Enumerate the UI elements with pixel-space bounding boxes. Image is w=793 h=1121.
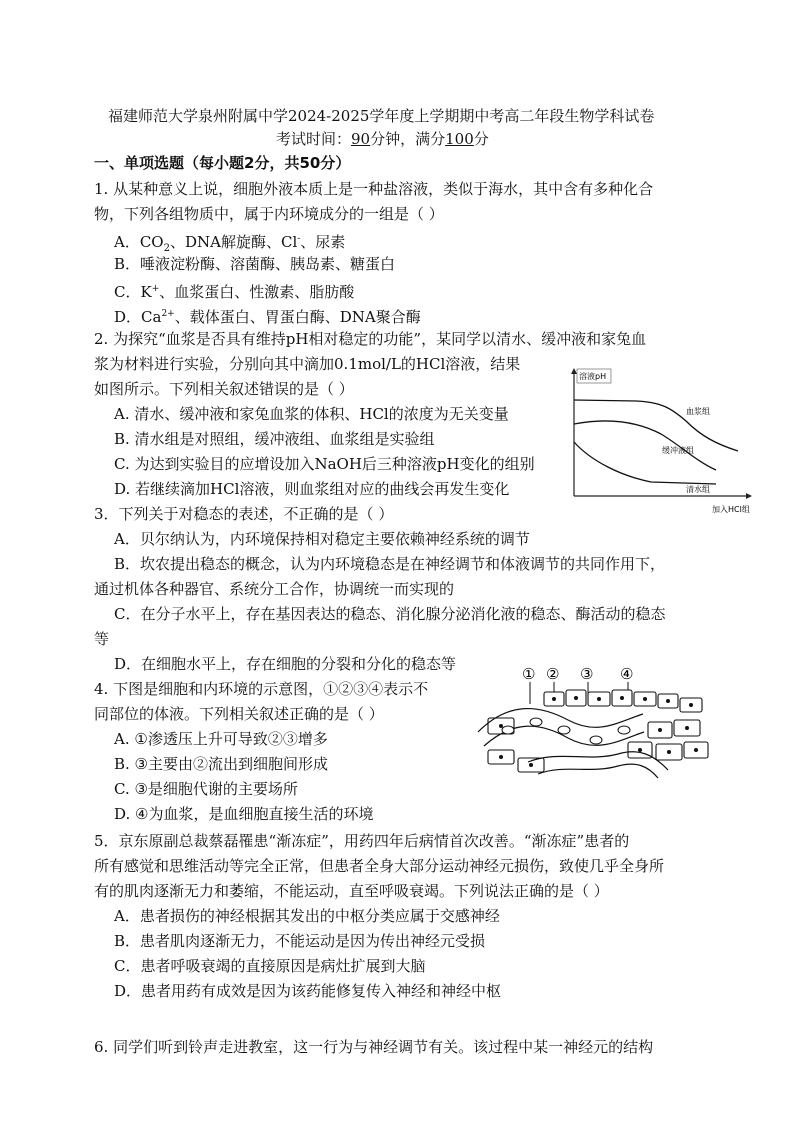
q3-option-d: D．在细胞水平上，存在细胞的分裂和分化的稳态等 bbox=[114, 655, 457, 673]
y-axis-arrow bbox=[571, 368, 577, 374]
q4-stem-1: 4. 下图是细胞和内环境的示意图，①②③④表示不 bbox=[94, 680, 429, 698]
q1-a-pre: A．CO bbox=[114, 233, 164, 251]
q2-option-b: B. 清水组是对照组，缓冲液组、血浆组是实验组 bbox=[114, 430, 435, 448]
x-axis-arrow bbox=[746, 493, 752, 499]
series-plasma-line bbox=[574, 400, 738, 451]
fig-label-4: ④ bbox=[620, 665, 634, 683]
q1-stem-2: 物，下列各组物质中，属于内环境成分的一组是（ ） bbox=[94, 205, 444, 223]
chart-xlabel: 加入HCl组 bbox=[712, 505, 750, 514]
fig-label-1: ① bbox=[522, 665, 536, 683]
q2-option-c: C. 为达到实验目的应增设加入NaOH后三种溶液pH变化的组别 bbox=[114, 455, 535, 473]
lymph-vessel-bottom bbox=[538, 764, 658, 778]
q3-stem: 3．下列关于对稳态的表述，不正确的是（ ） bbox=[94, 505, 394, 523]
q4-stem-2: 同部位的体液。下列相关叙述正确的是（ ） bbox=[94, 705, 384, 723]
q5-option-b: B．患者肌肉逐渐无力，不能运动是因为传出神经元受损 bbox=[114, 932, 486, 950]
q3-option-b-1: B．坎农提出稳态的概念，认为内环境稳态是在神经调节和体液调节的共同作用下， bbox=[114, 555, 666, 573]
q5-stem-1: 5．京东原副总裁蔡磊罹患“渐冻症”，用药四年后病情首次改善。“渐冻症”患者的 bbox=[94, 832, 630, 850]
q1-stem-1: 1. 从某种意义上说，细胞外液本质上是一种盐溶液，类似于海水，其中含有多种化合 bbox=[94, 180, 654, 198]
exam-title: 福建师范大学泉州附属中学2024-2025学年度上学期期中考高二年段生物学科试卷 bbox=[108, 107, 655, 125]
q1-option-d bbox=[114, 303, 421, 328]
q1-a-post: 、尿素 bbox=[300, 233, 346, 251]
series-buffer-label: 缓冲液组 bbox=[662, 446, 694, 455]
cell-diagram bbox=[468, 662, 718, 782]
q4-option-a: A. ①渗透压上升可导致②③增多 bbox=[114, 730, 328, 748]
section-heading: 一、单项选题（每小题2分，共50分） bbox=[94, 154, 351, 172]
q1-a-sup: - bbox=[297, 234, 301, 244]
q2-stem-1: 2. 为探究“血浆是否具有维持pH相对稳定的功能”，某同学以清水、缓冲液和家兔血 bbox=[94, 330, 647, 348]
fig-label-2: ② bbox=[546, 665, 560, 683]
q1-option-b: B．唾液淀粉酶、溶菌酶、胰岛素、糖蛋白 bbox=[114, 255, 396, 273]
q1-a-mid: 、DNA解旋酶、Cl bbox=[169, 233, 298, 251]
score-suffix: 分 bbox=[473, 130, 489, 148]
q2-option-a: A. 清水、缓冲液和家兔血浆的体积、HCl的浓度为无关变量 bbox=[114, 405, 509, 423]
q5-option-d: D．患者用药有成效是因为该药能修复传入神经和神经中枢 bbox=[114, 982, 502, 1000]
q2-stem-3: 如图所示。下列相关叙述错误的是（ ） bbox=[94, 380, 354, 398]
series-water-line bbox=[574, 442, 716, 484]
q1-d-pre: D．Ca bbox=[114, 308, 162, 326]
time-prefix: 考试时间： bbox=[276, 130, 352, 148]
fig-label-3: ③ bbox=[580, 665, 594, 683]
q4-option-b: B. ③主要由②流出到细胞间形成 bbox=[114, 755, 329, 773]
q1-d-post: 、载体蛋白、胃蛋白酶、DNA聚合酶 bbox=[174, 308, 421, 326]
q4-option-d: D. ④为血浆，是血细胞直接生活的环境 bbox=[114, 805, 374, 823]
exam-info bbox=[276, 128, 489, 150]
q3-option-c-2: 等 bbox=[94, 630, 110, 648]
q2-stem-2: 浆为材料进行实验，分别向其中滴加0.1mol/L的HCl溶液，结果 bbox=[94, 355, 521, 373]
q5-option-a: A．患者损伤的神经根据其发出的中枢分类应属于交感神经 bbox=[114, 907, 500, 925]
q1-c-post: 、血浆蛋白、性激素、脂肪酸 bbox=[159, 283, 355, 301]
q1-c-pre: C．K bbox=[114, 283, 152, 301]
q5-stem-3: 有的肌肉逐渐无力和萎缩，不能运动，直至呼吸衰竭。下列说法正确的是（ ） bbox=[94, 882, 609, 900]
q3-option-c-1: C．在分子水平上，存在基因表达的稳态、消化腺分泌消化液的稳态、酶活动的稳态 bbox=[114, 605, 666, 623]
q2-option-d: D. 若继续滴加HCl溶液，则血浆组对应的曲线会再发生变化 bbox=[114, 480, 510, 498]
series-water-label: 清水组 bbox=[686, 485, 710, 494]
q1-c-sup: + bbox=[151, 284, 160, 294]
q1-a-sub: 2 bbox=[163, 243, 170, 254]
q5-stem-2: 所有感觉和思维活动等完全正常，但患者全身大部分运动神经元损伤，致使几乎全身所 bbox=[94, 857, 665, 875]
ph-chart bbox=[566, 366, 756, 516]
chart-ylabel: 溶液pH bbox=[579, 372, 607, 381]
q1-option-c bbox=[114, 278, 354, 303]
q4-option-c: C. ③是细胞代谢的主要场所 bbox=[114, 780, 298, 798]
q3-option-b-2: 通过机体各种器官、系统分工合作，协调统一而实现的 bbox=[94, 580, 455, 598]
tissue-cells bbox=[488, 690, 708, 772]
q5-option-c: C．患者呼吸衰竭的直接原因是病灶扩展到大脑 bbox=[114, 957, 426, 975]
time-mid: 分钟，满分 bbox=[370, 130, 446, 148]
lymph-vessel-top bbox=[528, 752, 668, 770]
score-value: 100 bbox=[445, 130, 474, 148]
series-plasma-label: 血浆组 bbox=[686, 407, 710, 416]
q6-stem-1: 6. 同学们听到铃声走进教室，这一行为与神经调节有关。该过程中某一神经元的结构 bbox=[94, 1038, 654, 1056]
q1-d-sup: 2+ bbox=[161, 309, 175, 319]
time-value: 90 bbox=[351, 130, 371, 148]
blood-cells bbox=[502, 718, 630, 744]
q3-option-a: A．贝尔纳认为，内环境保持相对稳定主要依赖神经系统的调节 bbox=[114, 530, 530, 548]
